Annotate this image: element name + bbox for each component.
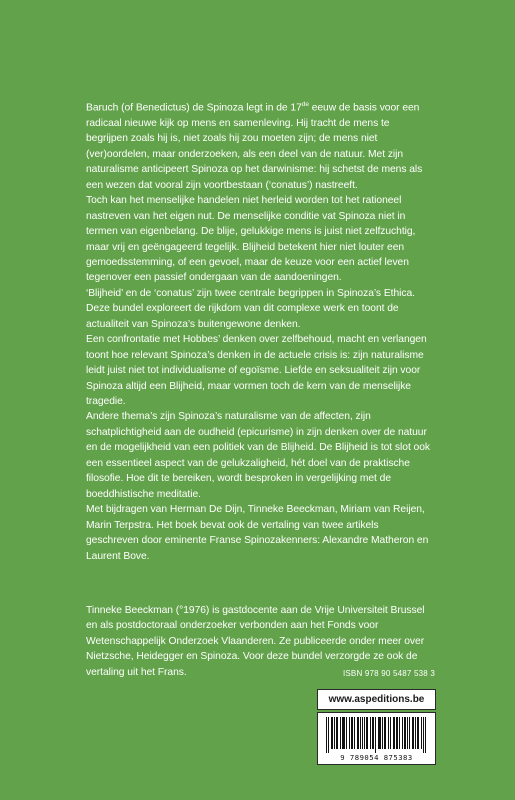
author-bio-text: Tinneke Beeckman (°1976) is gastdocente aan de Vrije Universiteit Brussel en als postdoctoraal onderzoeker verbonden aan het Fonds voor Wetenschappelijk Onderzoek Vlaanderen. Ze publiceerde onder meer over Nietzsche, Heidegger en Spinoza. Voor deze bundel verzorgde ze ook de vertaling uit het Frans. xyxy=(86,605,425,678)
barcode-number: 9 789054 875383 xyxy=(340,753,413,762)
century-suffix: de xyxy=(301,101,309,108)
blurb-paragraph-2: Toch kan het menselijke handelen niet herleid worden tot het rationeel nastreven van het eigen nut. De menselijke conditie vat Spinoza niet in termen van eigenbelang. De blije, gelukkige mens is juist niet zelfzuchtig, maar vrij en geëngageerd tegelijk. Blijheid betekent hier niet louter een gemoedsstemming, of een gevoel, maar de keuze voor een actief leven tegenover een passief ondergaan van de aandoeningen. xyxy=(86,195,416,284)
blurb-paragraph-6: Met bijdragen van Herman De Dijn, Tinneke Beeckman, Miriam van Reijen, Marin Terpstra. Het boek bevat ook de vertaling van twee artikels geschreven door eminente Franse Spinozakenners: Alexandre Matheron en Laurent Bove. xyxy=(86,504,429,562)
blurb-paragraph-5: Andere thema’s zijn Spinoza’s naturalisme van de affecten, zijn schatplichtigheid aan de oudheid (epicurisme) in zijn denken over de natuur en de mogelijkheid van een politiek van de Blijheid. De Blijheid is tot slot ook een essentieel aspect van de gelukzaligheid, hét doel van de praktische filosofie. Hoe dit te bereiken, wordt besproken in vergelijking met de boeddhistische meditatie. xyxy=(86,411,431,500)
blurb-paragraph-4: Een confrontatie met Hobbes’ denken over zelfbehoud, macht en verlangen toont hoe relevant Spinoza’s denken in de actuele crisis is: zijn naturalisme leidt juist niet tot individualisme of egoïsme. Liefde en seksualiteit zijn voor Spinoza altijd een Blijheid, maar vormen toch de kern van de menselijke tragedie. xyxy=(86,334,427,408)
blurb-paragraph-1 xyxy=(86,97,432,193)
blurb-paragraph-1-b: eeuw de basis voor een radicaal nieuwe kijk op mens en samenleving. Hij tracht de mens te begrijpen zoals hij is, niet zoals hij zou moeten zijn; de mens niet (ver)oordelen, maar onderzoeken, als een deel van de natuur. Met zijn naturalisme anticipeert Spinoza op het darwinisme: hij schetst de mens als een wezen dat vooral zijn voortbestaan (‘conatus’) nastreeft. xyxy=(86,102,423,191)
publisher-url: www.aspeditions.be xyxy=(317,689,436,710)
blurb-paragraph-3: ‘Blijheid’ en de ‘conatus’ zijn twee centrale begrippen in Spinoza’s Ethica. Deze bundel exploreert de rijkdom van dit complexe werk en toont de actualiteit van Spinoza’s buitengewone denken. xyxy=(86,287,415,330)
barcode xyxy=(317,712,436,765)
isbn-label: ISBN 978 90 5487 538 3 xyxy=(342,669,435,678)
blurb-text xyxy=(86,97,432,564)
blurb-paragraph-1-a: Baruch (of Benedictus) de Spinoza legt in de 17 xyxy=(86,102,302,114)
barcode-icon xyxy=(326,717,427,753)
